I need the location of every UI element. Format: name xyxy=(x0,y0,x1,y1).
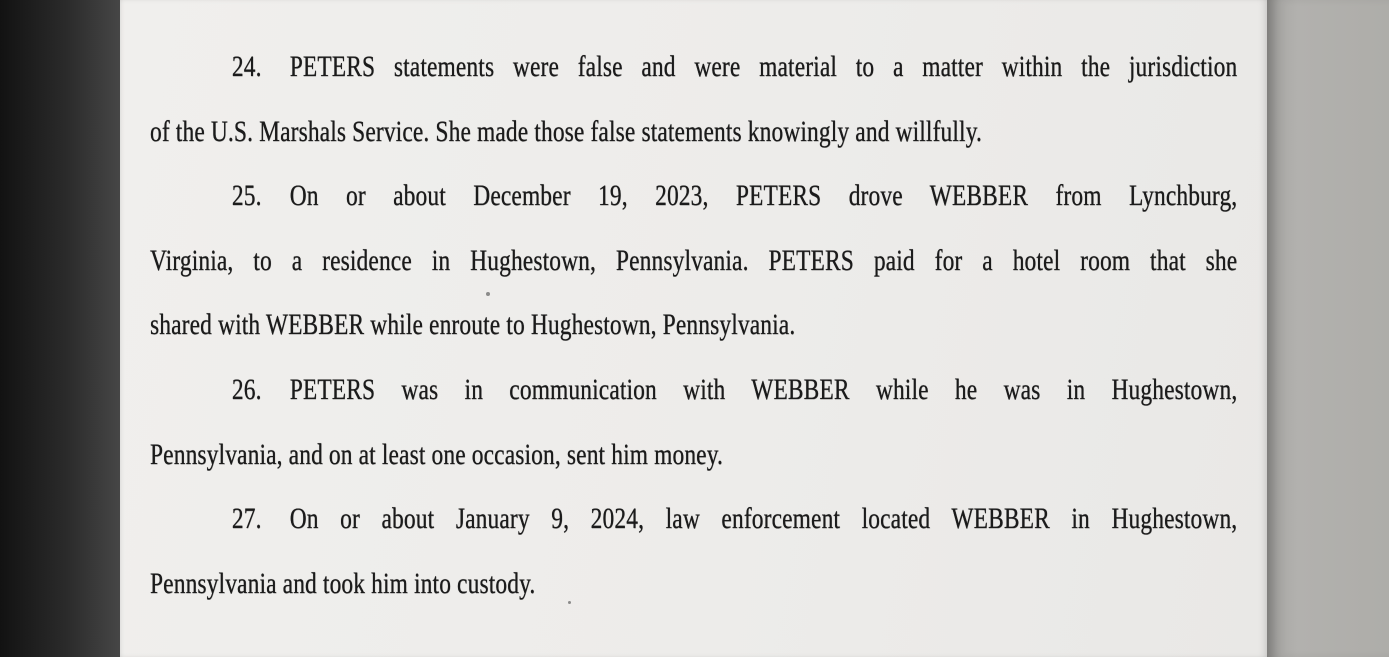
document-text xyxy=(150,35,1267,616)
paragraph-24-text-2: of the U.S. Marshals Service. She made those false statements knowingly and willfully. xyxy=(150,114,983,148)
paragraph-26-line-1 xyxy=(150,358,1237,423)
document-page xyxy=(120,0,1267,657)
paragraph-25-line-2 xyxy=(150,229,1237,294)
paragraph-27-line-2 xyxy=(150,552,1237,617)
paragraph-26-text-2: Pennsylvania, and on at least one occasion, sent him money. xyxy=(150,437,724,471)
ink-speck xyxy=(568,601,571,604)
paragraph-25-text-3: shared with WEBBER while enroute to Hughestown, Pennsylvania. xyxy=(150,308,796,342)
paragraph-26-line-2 xyxy=(150,423,1237,488)
paragraph-24-text-1: PETERS statements were false and were material to a matter within the jurisdiction xyxy=(289,50,1238,83)
paragraph-24-line-2 xyxy=(150,100,1237,165)
paragraph-27-number: 27. xyxy=(231,502,262,536)
paragraph-27-text-1: On or about January 9, 2024, law enforcement located WEBBER in Hughestown, xyxy=(289,502,1238,536)
paragraph-25-text-1: On or about December 19, 2023, PETERS drove WEBBER from Lynchburg, xyxy=(289,179,1238,213)
ink-speck xyxy=(486,292,490,296)
paragraph-25-text-2: Virginia, to a residence in Hughestown, Pennsylvania. PETERS paid for a hotel room that she xyxy=(150,243,1238,277)
paragraph-24-number: 24. xyxy=(231,50,262,83)
paragraph-25-number: 25. xyxy=(231,179,262,213)
background-left-dark xyxy=(0,0,122,657)
paragraph-26-number: 26. xyxy=(231,372,262,406)
paragraph-25-line-3 xyxy=(150,293,1237,358)
background-right-gray xyxy=(1267,0,1389,657)
paragraph-27-line-1 xyxy=(150,487,1237,552)
paragraph-24-line-1 xyxy=(150,35,1237,100)
paragraph-26-text-1: PETERS was in communication with WEBBER while he was in Hughestown, xyxy=(289,372,1238,406)
paragraph-25-line-1 xyxy=(150,164,1237,229)
paragraph-27-text-2: Pennsylvania and took him into custody. xyxy=(150,566,536,600)
